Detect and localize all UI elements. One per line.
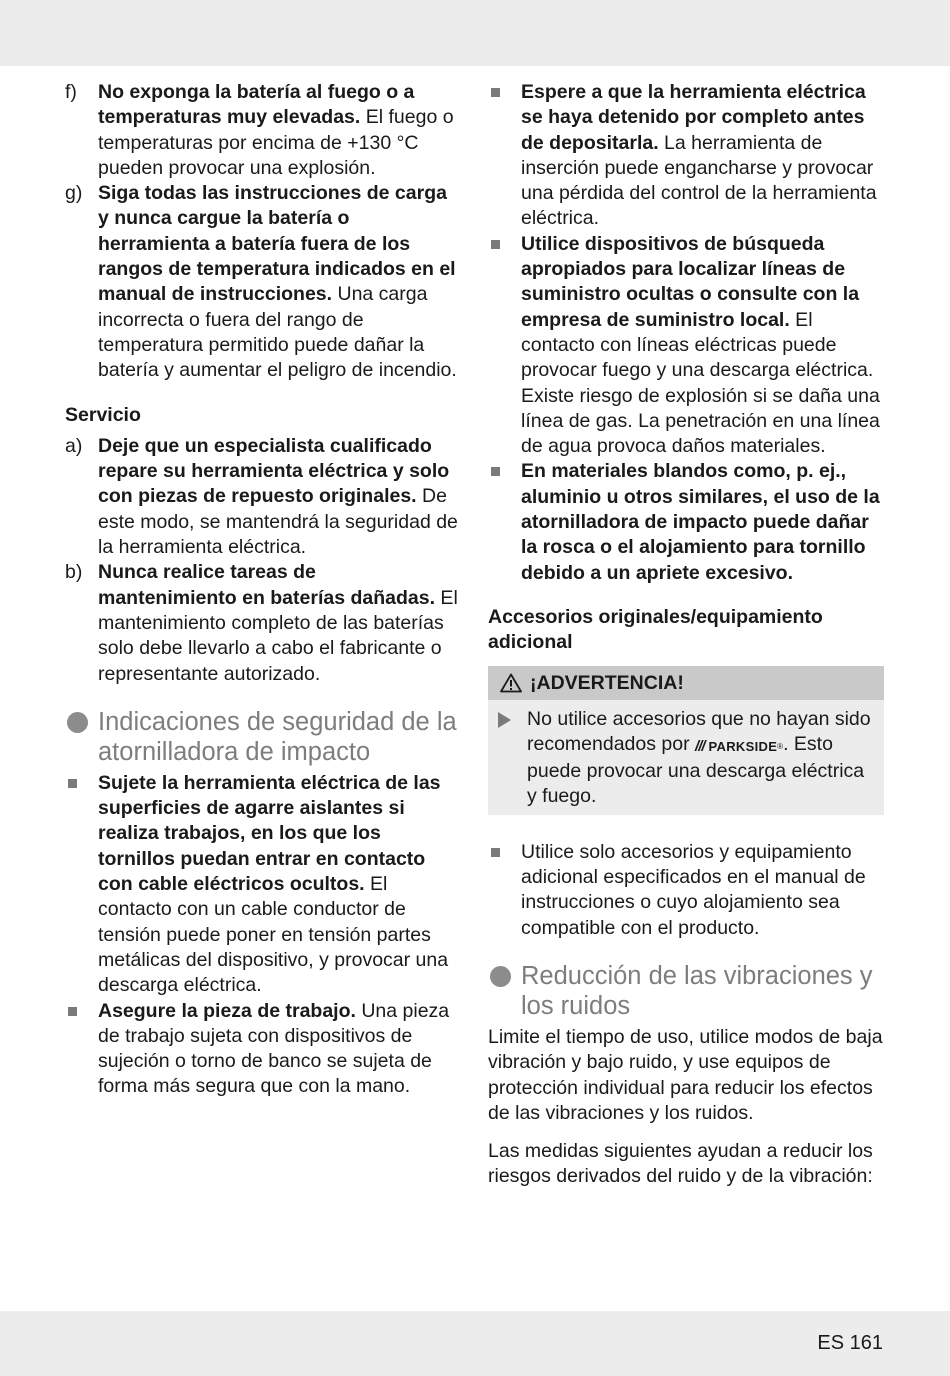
item-bold-text: Sujete la herramienta eléctrica de las superficies de agarre aislantes si realiza trabajos, en los que los tornillos puedan entrar en contacto con cable eléctricos ocultos. bbox=[98, 771, 441, 896]
list-item-b bbox=[65, 560, 458, 686]
list-marker: f) bbox=[65, 81, 77, 103]
right-column bbox=[488, 80, 884, 1190]
item-text: La herramienta de inserción puede engancharse y provocar una pérdida del control de la herramienta eléctrica. bbox=[521, 131, 877, 230]
square-bullet-icon bbox=[68, 779, 77, 788]
arrow-bullet-icon bbox=[498, 712, 511, 728]
item-text: Una pieza de trabajo sujeta con dispositivos de sujeción o torno de banco se sujeta de forma más segura que con la mano. bbox=[98, 999, 450, 1098]
square-bullet-icon bbox=[491, 88, 500, 97]
servicio-heading: Servicio bbox=[65, 403, 141, 426]
item-text: El fuego o temperaturas por encima de +130 °C pueden provocar una explosión. bbox=[98, 106, 454, 179]
list-marker: g) bbox=[65, 182, 83, 205]
warning-triangle-icon bbox=[500, 673, 522, 693]
list-item-a bbox=[65, 434, 458, 560]
item-bold-text: Utilice dispositivos de búsqueda apropiados para localizar líneas de suministro ocultas o consulte con la empresa de suministro local. bbox=[521, 232, 860, 331]
item-text: Una carga incorrecta o fuera del rango de temperatura permitido puede dañar la batería y aumentar el peligro de incendio. bbox=[98, 283, 457, 382]
warning-text-before: No utilice accesorios que no hayan sido recomendados por bbox=[527, 707, 871, 755]
bullet-item bbox=[488, 232, 884, 460]
section-title: Indicaciones de seguridad de la atornilladora de impacto bbox=[98, 707, 457, 766]
item-text: Utilice solo accesorios y equipamiento adicional especificados en el manual de instrucciones o cuyo alojamiento sea compatible con el producto. bbox=[521, 840, 866, 939]
warning-text-after: . Esto puede provocar una descarga eléctrica y fuego. bbox=[527, 732, 865, 808]
item-bold-text: Nunca realice tareas de mantenimiento en baterías dañadas. bbox=[98, 561, 436, 609]
warning-header bbox=[488, 666, 884, 700]
section-dot-icon bbox=[67, 712, 88, 733]
item-text: El contacto con líneas eléctricas puede provocar fuego y una descarga eléctrica. Existe riesgo de explosión si se daña una línea de gas. La penetración en una línea de agua provoca daños materiales. bbox=[521, 308, 880, 458]
section-dot-icon bbox=[490, 966, 511, 987]
bullet-item bbox=[488, 840, 884, 941]
paragraph: Limite el tiempo de uso, utilice modos de baja vibración y bajo ruido, y use equipos de protección individual para reducir los efectos de las vibraciones y los ruidos. bbox=[488, 1025, 883, 1124]
footer-band bbox=[0, 1311, 950, 1376]
page-number: ES 161 bbox=[817, 1332, 883, 1354]
item-bold-text: Asegure la pieza de trabajo. bbox=[98, 999, 356, 1022]
section-heading-vibrations bbox=[488, 961, 884, 1021]
square-bullet-icon bbox=[491, 467, 500, 476]
bullet-item bbox=[65, 999, 458, 1100]
list-item-g bbox=[65, 181, 458, 383]
list-item-f bbox=[65, 80, 458, 181]
item-bold-text: Espere a que la herramienta eléctrica se haya detenido por completo antes de depositarla. bbox=[521, 81, 866, 154]
bullet-item bbox=[65, 771, 458, 999]
square-bullet-icon bbox=[68, 1007, 77, 1016]
item-bold-text: Siga todas las instrucciones de carga y nunca cargue la batería o herramienta a batería fuera de los rangos de temperatura indicados en el manual de instrucciones. bbox=[98, 182, 456, 306]
square-bullet-icon bbox=[491, 240, 500, 249]
square-bullet-icon bbox=[491, 848, 500, 857]
bullet-item bbox=[488, 459, 884, 585]
item-text: De este modo, se mantendrá la seguridad de la herramienta eléctrica. bbox=[98, 485, 458, 559]
accesorios-heading: Accesorios originales/equipamiento adicional bbox=[488, 605, 823, 654]
item-bold-text: En materiales blandos como, p. ej., aluminio u otros similares, el uso de la atornilladora de impacto puede dañar la rosca o el alojamiento para tornillo debido a un apriete excesivo. bbox=[521, 460, 880, 584]
parkside-logo: /// PARKSIDE ® bbox=[695, 737, 784, 755]
warning-body bbox=[488, 700, 884, 815]
bullet-item bbox=[488, 80, 884, 232]
item-text: El contacto con un cable conductor de tensión puede poner en tensión partes metálicas del dispositivo, y provocar una descarga eléctrica. bbox=[98, 873, 449, 997]
left-column bbox=[65, 80, 458, 1100]
list-marker: a) bbox=[65, 434, 83, 457]
section-heading-safety bbox=[65, 707, 458, 767]
warning-title: ¡ADVERTENCIA! bbox=[530, 671, 684, 694]
header-band bbox=[0, 0, 950, 66]
warning-box bbox=[488, 666, 884, 815]
list-marker: b) bbox=[65, 561, 83, 584]
item-bold-text: Deje que un especialista cualificado repare su herramienta eléctrica y solo con piezas de repuesto originales. bbox=[98, 434, 450, 508]
paragraph: Las medidas siguientes ayudan a reducir los riesgos derivados del ruido y de la vibración: bbox=[488, 1140, 873, 1188]
section-title: Reducción de las vibraciones y los ruidos bbox=[521, 961, 873, 1020]
item-bold-text: No exponga la batería al fuego o a temperaturas muy elevadas. bbox=[98, 81, 415, 129]
item-text: El mantenimiento completo de las baterías solo debe llevarlo a cabo el fabricante o representante autorizado. bbox=[98, 586, 458, 685]
